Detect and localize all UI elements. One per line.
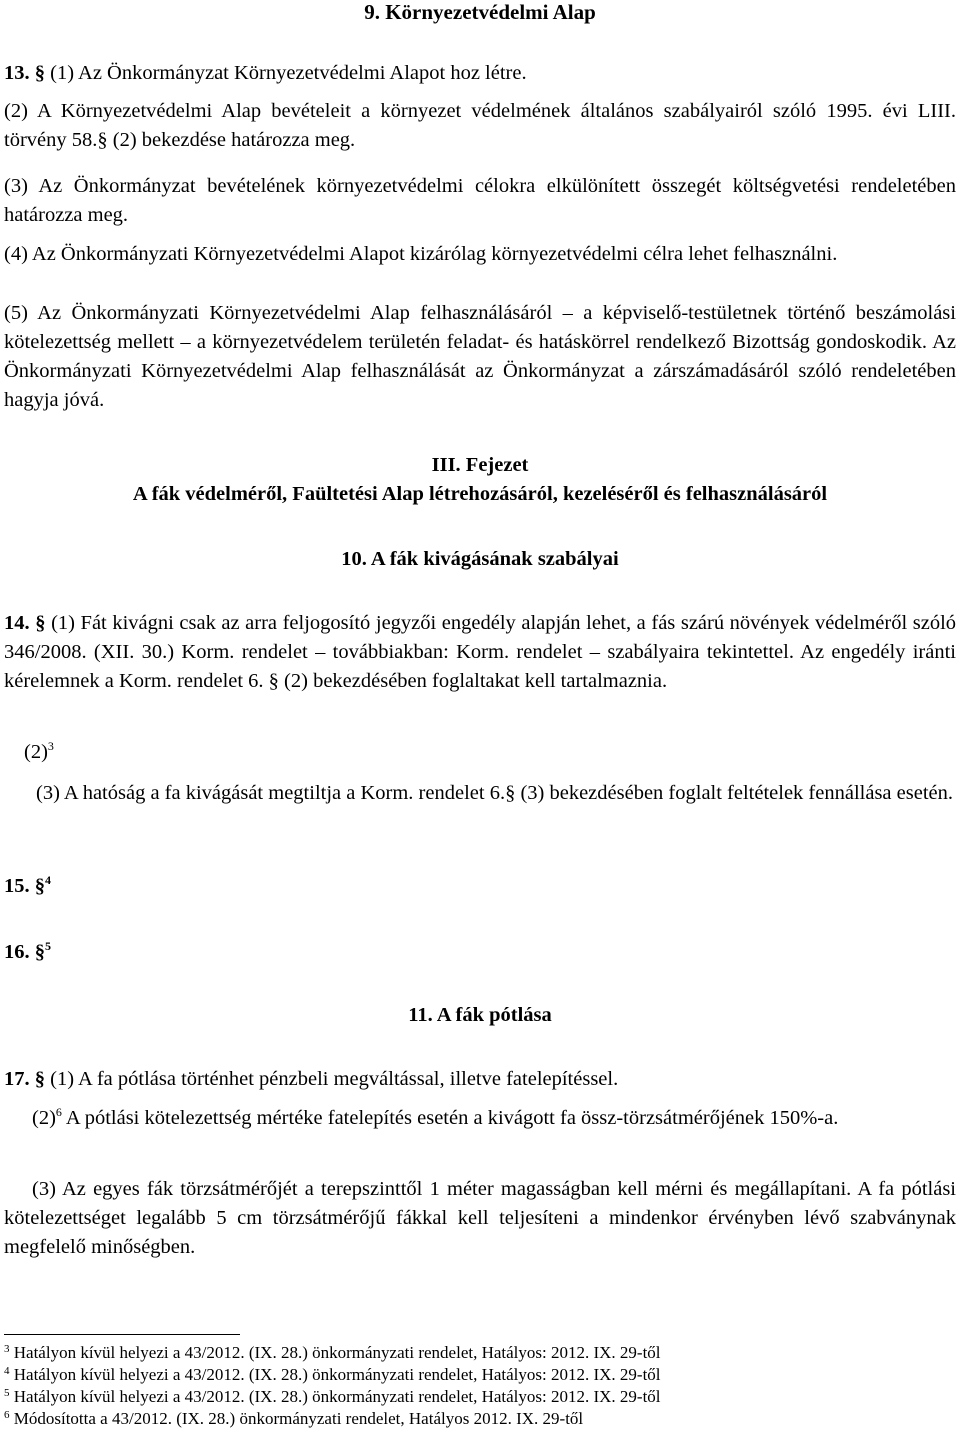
section-17-p2-lead: (2)	[32, 1107, 56, 1129]
footnote-ref-4[interactable]: 4	[45, 873, 51, 887]
footnote-3	[4, 1342, 661, 1364]
section-15	[4, 872, 304, 901]
chapter-10-heading: 10. A fák kivágásának szabályai	[341, 548, 619, 570]
footnote-number: 6	[4, 1409, 10, 1421]
footnote-number: 3	[4, 1343, 10, 1355]
section-13-text-1: (1) Az Önkormányzat Környezetvédelmi Alapot hoz létre.	[50, 62, 527, 84]
footnote-5	[4, 1386, 661, 1408]
footnote-text: Módosította a 43/2012. (IX. 28.) önkormányzati rendelet, Hatályos 2012. IX. 29-től	[13, 1409, 584, 1428]
section-17-text-1: (1) A fa pótlása történhet pénzbeli megváltással, illetve fatelepítéssel.	[50, 1068, 619, 1090]
section-14-para-3: (3) A hatóság a fa kivágását megtiltja a Korm. rendelet 6.§ (3) bekezdésében foglalt feltételek fennállása esetén.	[36, 782, 953, 804]
chapter-3-title: A fák védelméről, Faültetési Alap létrehozásáról, kezeléséről és felhasználásáról	[132, 483, 828, 505]
section-sign: §	[34, 875, 45, 897]
section-13-para-2: (2) A Környezetvédelmi Alap bevételeit a környezet védelmének általános szabályairól szóló 1995. évi LIII. törvény 58.§ (2) bekezdése határozza meg.	[4, 100, 956, 151]
footnote-text: Hatályon kívül helyezi a 43/2012. (IX. 28.) önkormányzati rendelet, Hatályos: 2012. IX. 29-től	[13, 1365, 661, 1384]
section-13-para-1	[4, 59, 956, 88]
section-16	[4, 938, 304, 967]
section-16-number: 16.	[4, 941, 30, 963]
section-14-para-1	[4, 609, 956, 696]
section-17-para-2	[4, 1104, 956, 1133]
section-13-para-5: (5) Az Önkormányzati Környezetvédelmi Alap felhasználásáról – a képviselő-testületnek történő beszámolási kötelezettség mellett – a környezetvédelem területén feladat- és hatáskörrel rendelkező Bizottság gondoskodik. Az Önkormányzati Környezetvédelmi Alap felhasználását az Önkormányzat a zárszámadásáról szóló rendeletében hagyja jóvá.	[4, 302, 956, 411]
section-13-number: 13.	[4, 62, 30, 84]
section-17-para-1	[4, 1065, 956, 1094]
section-13-para-3: (3) Az Önkormányzat bevételének környezetvédelmi célokra elkülönített összegét költségvetési rendeletében határozza meg.	[4, 175, 956, 226]
footnote-4	[4, 1364, 661, 1386]
section-sign: §	[34, 941, 45, 963]
section-14-number: 14.	[4, 612, 30, 634]
footnote-text: Hatályon kívül helyezi a 43/2012. (IX. 28.) önkormányzati rendelet, Hatályos: 2012. IX. 29-től	[13, 1343, 661, 1362]
footnote-separator	[4, 1334, 240, 1335]
footnote-number: 4	[4, 1365, 10, 1377]
footnote-6	[4, 1408, 583, 1430]
section-14-p2-lead: (2)	[24, 741, 48, 763]
section-13-para-4: (4) Az Önkormányzati Környezetvédelmi Alapot kizárólag környezetvédelmi célra lehet felhasználni.	[4, 243, 838, 265]
footnote-ref-3[interactable]: 3	[47, 739, 54, 753]
footnote-number: 5	[4, 1387, 10, 1399]
chapter-11-heading: 11. A fák pótlása	[408, 1004, 552, 1026]
section-17-text-2: A pótlási kötelezettség mértéke fatelepítés esetén a kivágott fa össz-törzsátmérőjének 150%-a.	[65, 1107, 839, 1129]
section-15-number: 15.	[4, 875, 30, 897]
section-17-para-3: (3) Az egyes fák törzsátmérőjét a terepszinttől 1 méter magasságban kell mérni és megállapítani. A fa pótlási kötelezettséget legalább 5 cm törzsátmérőjű fákkal kell teljesíteni a mindenkor érvényben lévő szabványnak megfelelő minőségben.	[4, 1178, 956, 1258]
section-14-para-2	[24, 738, 324, 767]
section-sign: §	[34, 62, 45, 84]
section-sign: §	[35, 612, 46, 634]
section-14-text-1: (1) Fát kivágni csak az arra feljogosító jegyzői engedély alapján lehet, a fás szárú növények védelméről szóló 346/2008. (XII. 30.) Korm. rendelet – továbbiakban: Korm. rendelet – szabályaira tekintettel. Az engedély iránti kérelemnek a Korm. rendelet 6. § (2) bekezdésében foglaltakat kell tartalmaznia.	[4, 612, 957, 692]
footnote-ref-5[interactable]: 5	[45, 939, 51, 953]
chapter-9-heading: 9. Környezetvédelmi Alap	[364, 0, 596, 24]
footnote-ref-6[interactable]: 6	[55, 1105, 62, 1119]
footnote-text: Hatályon kívül helyezi a 43/2012. (IX. 28.) önkormányzati rendelet, Hatályos: 2012. IX. 29-től	[13, 1387, 661, 1406]
section-sign: §	[34, 1068, 45, 1090]
section-17-number: 17.	[4, 1068, 30, 1090]
chapter-3-label: III. Fejezet	[431, 454, 529, 476]
